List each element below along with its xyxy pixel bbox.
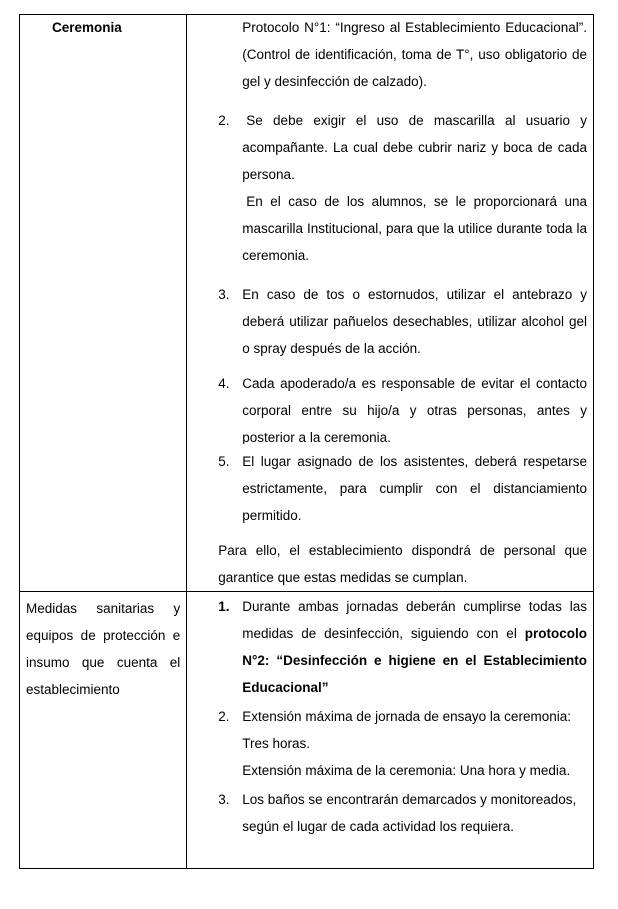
list-item-text: Cada apoderado/a es responsable de evitar el contacto corporal entre su hijo/a y otras personas, antes y posterior a la ceremonia. — [242, 376, 587, 444]
list-item-line: Extensión máxima de la ceremonia: Una hora y media. — [242, 763, 571, 778]
list-item-line: Extensión máxima de jornada de ensayo la ceremonia: — [242, 709, 571, 724]
list-item — [218, 593, 587, 701]
list-number: 4. — [218, 376, 230, 391]
list-item-text: Los baños se encontrarán demarcados y monitoreados, según el lugar de cada actividad los requiera. — [242, 792, 577, 834]
intro-paragraph: Protocolo N°1: “Ingreso al Establecimiento Educacional”. (Control de identificación, toma de T°, uso obligatorio de gel y desinfección de calzado). — [242, 20, 587, 89]
list-item — [218, 107, 587, 269]
list-item-text: Durante ambas jornadas deberán cumplirse todas las medidas de desinfección, siguiendo con el — [242, 599, 587, 641]
row-label-ceremonia: Ceremonia — [52, 20, 122, 35]
row-content-cell — [187, 592, 594, 869]
list-item-text: Se debe exigir el uso de mascarilla al usuario y acompañante. La cual debe cubrir nariz y boca de cada persona. — [242, 113, 587, 182]
table-row — [20, 592, 594, 869]
protocol-reference: protocolo N°2: “Desinfección e higiene en el Establecimiento Educacional” — [242, 626, 587, 695]
row-label-medidas: Medidas sanitarias y equipos de protección e insumo que cuenta el establecimiento — [26, 601, 181, 697]
row-label-cell — [20, 15, 187, 592]
list-item — [218, 370, 587, 444]
list-number: 3. — [218, 792, 230, 807]
list-item — [218, 448, 587, 529]
list-item — [218, 786, 587, 840]
list-item-text: En caso de tos o estornudos, utilizar el antebrazo y deberá utilizar pañuelos desechables, utilizar alcohol gel o spray después de la acción. — [242, 287, 587, 356]
list-number: 2. — [218, 709, 230, 724]
row-label-cell — [20, 592, 187, 869]
row-content-cell — [187, 15, 594, 592]
closing-paragraph: Para ello, el establecimiento dispondrá de personal que garantice que estas medidas se cumplan. — [218, 543, 587, 585]
ceremony-list — [218, 107, 587, 529]
list-item — [218, 281, 587, 362]
measures-list — [218, 592, 587, 840]
protocol-table — [19, 14, 594, 869]
list-number: 2. — [218, 113, 230, 128]
list-number: 3. — [218, 287, 230, 302]
list-number: 1. — [218, 599, 230, 614]
table-row — [20, 15, 594, 592]
list-item — [218, 703, 587, 784]
list-item-text: El lugar asignado de los asistentes, deberá respetarse estrictamente, para cumplir con el distanciamiento permitido. — [242, 454, 587, 523]
list-item-line: Tres horas. — [242, 736, 311, 751]
list-number: 5. — [218, 454, 230, 469]
list-item-extra: En el caso de los alumnos, se le proporcionará una mascarilla Institucional, para que la utilice durante toda la ceremonia. — [242, 194, 587, 263]
